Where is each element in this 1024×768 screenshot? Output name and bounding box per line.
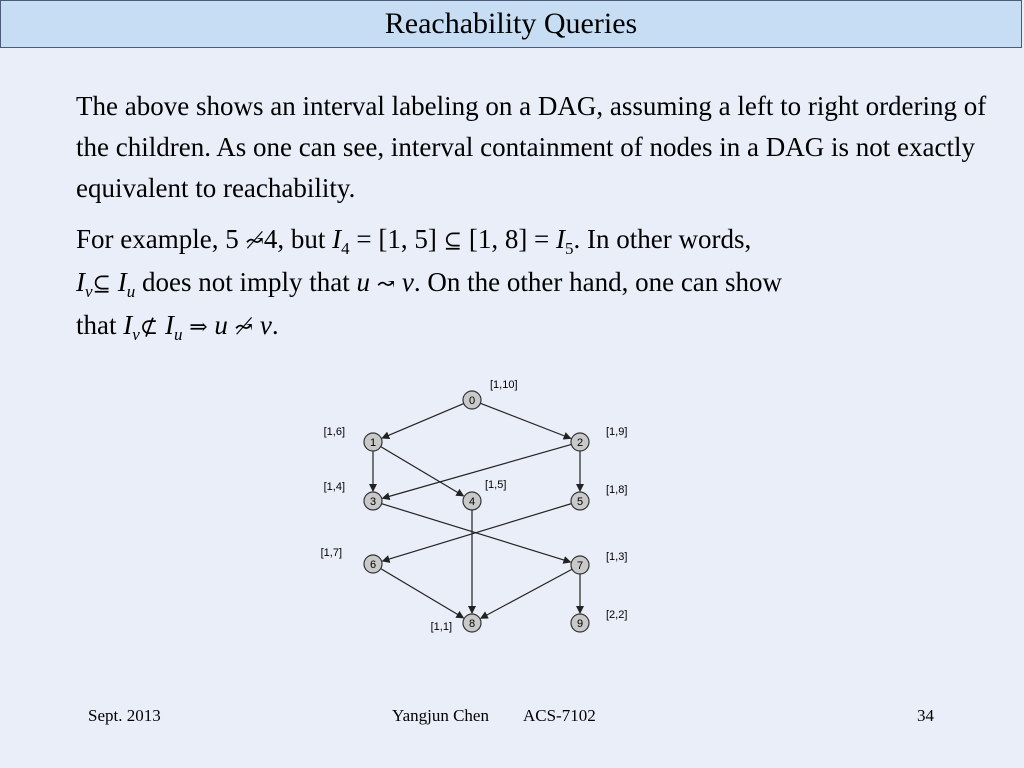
implies-symbol: ⇒ xyxy=(189,315,208,340)
footer-author-course xyxy=(392,706,596,726)
node-id-text: 9 xyxy=(576,618,584,630)
subseteq-symbol: ⊆ xyxy=(92,272,111,297)
node-id-text: 7 xyxy=(576,560,584,572)
edge-2-3 xyxy=(383,444,572,498)
slide-title-bar xyxy=(0,0,1022,48)
slide-body xyxy=(76,86,1006,348)
not-reachable-symbol: ↝̸ xyxy=(234,315,254,340)
node-id-text: 2 xyxy=(576,437,584,449)
node-interval-label: [1,6] xyxy=(323,426,345,438)
footer-author: Yangjun Chen xyxy=(392,706,489,725)
node-id-text: 8 xyxy=(468,618,476,630)
node-1 xyxy=(324,426,382,451)
edge-0-1 xyxy=(382,404,464,439)
subseteq-symbol: ⊆ xyxy=(443,229,463,254)
node-2 xyxy=(571,426,627,451)
footer-page-number: 34 xyxy=(917,706,934,725)
node-4 xyxy=(463,479,506,510)
node-id-text: 5 xyxy=(576,496,584,508)
node-interval-label: [1,8] xyxy=(606,484,628,496)
node-6 xyxy=(321,547,382,573)
node-7 xyxy=(571,551,627,574)
edge-1-4 xyxy=(381,447,464,496)
node-interval-label: [1,1] xyxy=(430,621,452,633)
paragraph-2: For example, 5 ↝̸4, but $I_4 = [1$, 5] ⊆ [1, $8] = I_5$. In other words, $I_v⊆$ $I_u$ does not imply that u ↝ v. On the other hand, one can show that $I_v⊄$ $I_u$ ⇒ u ↝̸ v. xyxy=(76,224,783,344)
edge-0-2 xyxy=(480,403,570,438)
edge-7-8 xyxy=(481,569,572,618)
not-reachable-symbol: ↝̸ xyxy=(245,229,264,254)
footer-course: ACS-7102 xyxy=(522,706,596,725)
dag-diagram xyxy=(310,372,650,642)
not-subset-symbol: ⊄ xyxy=(139,315,159,340)
node-0 xyxy=(463,379,518,409)
slide-title: Reachability Queries xyxy=(384,7,638,40)
footer-date: Sept. 2013 xyxy=(88,706,161,725)
node-id-text: 3 xyxy=(369,496,377,508)
node-id-text: 1 xyxy=(369,437,377,449)
node-interval-label: [1,7] xyxy=(320,547,342,559)
reachable-symbol: ↝ xyxy=(376,272,396,297)
node-interval-label: [1,4] xyxy=(323,481,345,493)
paragraph-1: The above shows an interval labeling on a DAG, assuming a left to right ordering of the children. As one can see, interval containment of nodes in a DAG is not exactly equivalent to reachability. xyxy=(76,91,987,203)
node-interval-label: [1,9] xyxy=(606,426,628,438)
node-id-text: 0 xyxy=(468,395,476,407)
node-interval-label: [1,10] xyxy=(490,379,518,391)
node-interval-label: [1,5] xyxy=(485,479,507,491)
node-id-text: 6 xyxy=(369,559,377,571)
node-8 xyxy=(431,614,481,633)
edge-6-8 xyxy=(381,569,464,618)
node-id-text: 4 xyxy=(468,496,476,508)
node-interval-label: [1,3] xyxy=(606,551,628,563)
node-interval-label: [2,2] xyxy=(606,609,628,621)
